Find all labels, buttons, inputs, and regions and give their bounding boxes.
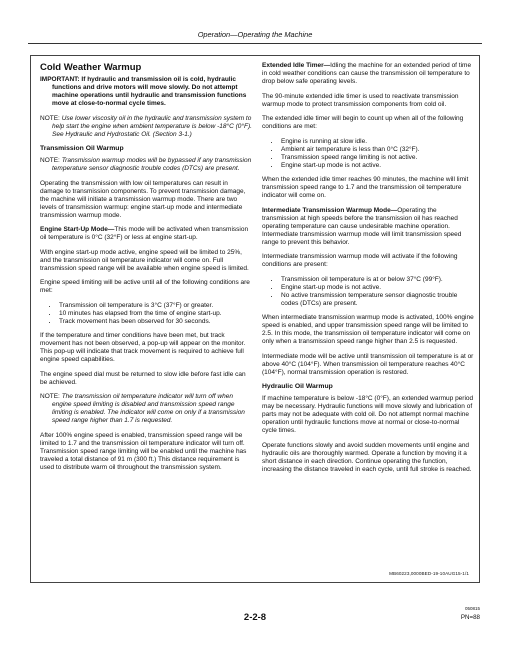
intermediate-mode-label: Intermediate Transmission Warmup Mode— bbox=[262, 206, 398, 214]
list-item: • Engine start-up mode is not active. bbox=[280, 284, 474, 292]
intermediate-mode-text: Operating the transmission at high speeds before the transmission oil has reached operating temperature can cause undesirable machine operation. Intermediate transmission warmup mode will limit transmission speed range to prevent this behavior. bbox=[262, 206, 462, 246]
list-item: • Transmission oil temperature is 3°C (37°F) or greater. bbox=[58, 302, 252, 310]
engine-startup-mode-text: This mode will be activated when transmission oil temperature is 0°C (32°F) or less at engine start-up. bbox=[40, 226, 249, 241]
list-item: • 10 minutes has elapsed from the time of engine start-up. bbox=[58, 310, 252, 318]
paragraph-intermediate-mode bbox=[262, 207, 474, 247]
note-label: NOTE: bbox=[40, 393, 60, 400]
paragraph-speed-dial: The engine speed dial must be returned to slow idle before fast idle can be achieved. bbox=[40, 370, 246, 386]
document-code: MB60223,0000BED-19-10AUG15-1/1 bbox=[389, 571, 469, 576]
paragraph-engine-startup-mode bbox=[40, 226, 252, 242]
important-label: IMPORTANT: bbox=[40, 76, 80, 83]
paragraph-timer-reaches: When the extended idle timer reaches 90 minutes, the machine will limit transmission speed range to 1.7 and the transmission oil temperature indicator will come on. bbox=[262, 176, 469, 199]
extended-idle-timer-text: Idling the machine for an extended period of time in cold weather conditions can cause the transmission oil temperature to drop below safe operating levels. bbox=[262, 62, 472, 85]
note-text: Use lower viscosity oil in the hydraulic and transmission system to help start the engine when ambient temperature is below -18°C (0°F). See Hydraulic and Hydrostatic Oil. (Section 3-1.) bbox=[52, 114, 252, 138]
transmission-oil-warmup-heading: Transmission Oil Warmup bbox=[40, 145, 124, 152]
section-title: Cold Weather Warmup bbox=[40, 62, 142, 73]
list-item: • Track movement has been observed for 30 seconds. bbox=[58, 318, 252, 326]
paragraph-hydraulic-1: If machine temperature is below -18°C (0°F), an extended warmup period may be necessary. Hydraulic functions will move slowly and lubrication of parts may not be adequate with cold oil. Do not attempt normal machine operation until hydraulic functions move at normal or close-to-normal cycle times. bbox=[262, 395, 474, 434]
conditions-list-3 bbox=[262, 276, 474, 308]
conditions-list-1 bbox=[40, 302, 252, 326]
paragraph-popup: If the temperature and timer conditions have been met, but track movement has not been observed, a pop-up will appear on the monitor. This pop-up will indicate that track movement is required to achieve full engine speed capabilities. bbox=[40, 332, 246, 363]
footer-pn: PN=88 bbox=[460, 614, 480, 621]
paragraph-hydraulic-2: Operate functions slowly and avoid sudden movements until engine and hydraulic oils are thoroughly warmed. Operate a function by moving it a short distance in each direction. Continue operating the function, increasing the distance traveled in each cycle, until full stroke is reached. bbox=[262, 441, 472, 473]
list-item: • Ambient air temperature is less than 0°C (32°F). bbox=[280, 146, 474, 154]
list-item: • Transmission speed range limiting is not active. bbox=[280, 154, 474, 162]
paragraph-extended-idle-timer bbox=[262, 62, 474, 86]
paragraph-operating: Operating the transmission with low oil temperatures can result in damage to transmission components. To prevent transmission damage, the machine will initiate a transmission warmup mode. There are two levels of transmission warmup: engine start-up mode and intermediate transmission warmup mode. bbox=[40, 179, 246, 219]
paragraph-with-startup-mode: With engine start-up mode active, engine speed will be limited to 25%, and the transmission oil temperature indicator will come on. Full transmission speed range will be available when engine speed is limited. bbox=[40, 248, 249, 272]
engine-startup-mode-label: Engine Start-Up Mode— bbox=[40, 226, 115, 233]
note-text: Transmission warmup modes will be bypassed if any transmission temperature sensor diagnostic trouble codes (DTCs) are present. bbox=[52, 157, 252, 172]
conditions-list-2 bbox=[262, 138, 474, 170]
important-notice bbox=[40, 76, 252, 108]
hydraulic-oil-warmup-heading: Hydraulic Oil Warmup bbox=[262, 383, 333, 390]
extended-idle-timer-label: Extended Idle Timer— bbox=[262, 62, 331, 69]
list-item: • Engine is running at slow idle. bbox=[280, 138, 474, 146]
note-viscosity bbox=[40, 115, 252, 139]
content-box bbox=[30, 55, 480, 583]
list-item: • Engine start-up mode is not active. bbox=[280, 162, 474, 170]
list-item: • No active transmission temperature sensor diagnostic trouble codes (DTCs) are present. bbox=[280, 292, 474, 308]
note-text: The transmission oil temperature indicator will turn off when engine speed limiting is disabled and transmission speed range limiting is enabled. The indicator will come on only if a transmission speed range higher than 1.7 is requested. bbox=[52, 393, 245, 424]
note-bypass bbox=[40, 157, 252, 173]
note-indicator bbox=[40, 393, 252, 425]
paragraph-intermediate-activate: Intermediate transmission warmup mode will activate if the following conditions are present: bbox=[262, 253, 458, 268]
paragraph-intermediate-until: Intermediate mode will be active until transmission oil temperature is at or above 40°C (104°F). When transmission oil temperature reaches 40°C (104°F), normal transmission operation is restored. bbox=[262, 352, 474, 376]
header-rule bbox=[28, 43, 482, 44]
important-text: If hydraulic and transmission oil is cold, hydraulic functions and drive motors will move slowly. Do not attempt machine operations until hydraulic and transmission functions move at close-to-normal cycle times. bbox=[52, 76, 247, 107]
footer-code: 050815 bbox=[464, 606, 480, 611]
page-header: Operation—Operating the Machine bbox=[197, 30, 313, 39]
paragraph-after-enabled: After 100% engine speed is enabled, transmission speed range will be limited to 1.7 and the transmission oil temperature indicator will turn off. Transmission speed range limiting will be enabled until the machine has traveled a total distance of 91 m (300 ft.) This distance requirement is used to distribute warm oil throughout the transmission system. bbox=[40, 431, 247, 471]
list-item: • Transmission oil temperature is at or below 37°C (99°F). bbox=[280, 276, 474, 284]
page-number: 2-2-8 bbox=[243, 612, 267, 623]
note-label: NOTE: bbox=[40, 157, 60, 164]
paragraph-speed-limiting: Engine speed limiting will be active until all of the following conditions are met: bbox=[40, 279, 250, 294]
paragraph-count-up: The extended idle timer will begin to count up when all of the following conditions are met: bbox=[262, 115, 464, 130]
paragraph-intermediate-activated: When intermediate transmission warmup mode is activated, 100% engine speed is enabled, and upper transmission speed range will be limited to 2.5. In this mode, the transmission oil temperature indicator will come on only when a transmission speed range higher than 2.5 is requested. bbox=[262, 314, 474, 345]
left-column bbox=[40, 62, 252, 478]
right-column bbox=[262, 62, 474, 480]
note-label: NOTE: bbox=[40, 114, 60, 122]
paragraph-90-minute: The 90-minute extended idle timer is used to reactivate transmission warmup mode to protect transmission components from cold oil. bbox=[262, 92, 459, 108]
